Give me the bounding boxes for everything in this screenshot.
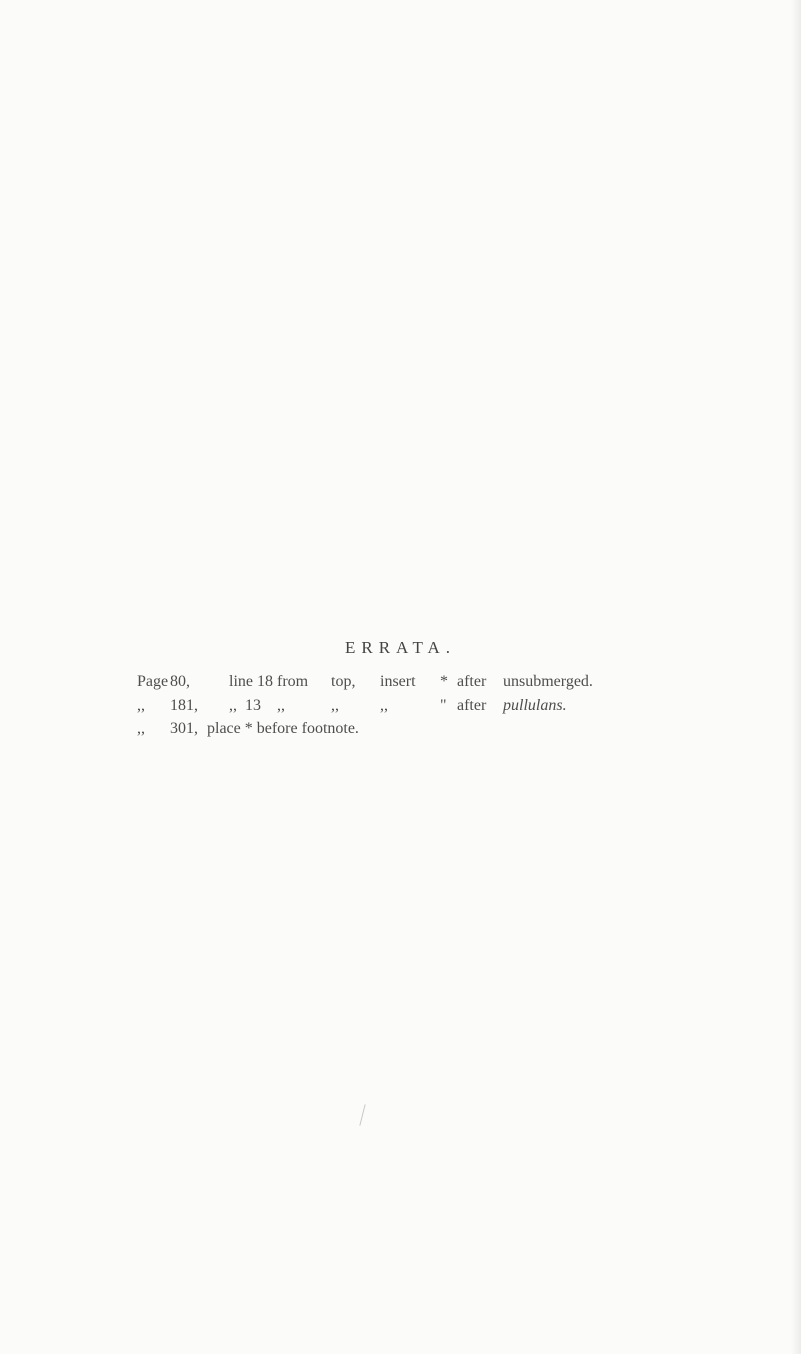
entry-label: ,,	[137, 720, 145, 737]
entry-word: unsubmerged.	[503, 673, 593, 690]
entry-insert: ,,	[380, 697, 388, 714]
entry-label: Page	[137, 673, 169, 690]
entry-line-word: ,, 13	[229, 697, 261, 714]
stray-mark	[359, 1104, 365, 1126]
page-edge-shadow	[791, 0, 801, 1354]
entry-star: *	[440, 673, 448, 690]
entry-after: after	[457, 697, 487, 714]
errata-heading: ERRATA.	[344, 638, 456, 657]
entry-line-word: line 18	[229, 673, 273, 690]
entry-star: "	[440, 697, 447, 714]
entry-page: 301,	[170, 720, 198, 737]
entry-text: place * before footnote.	[207, 720, 359, 737]
entry-label: ,,	[137, 697, 145, 714]
entry-page: 80,	[170, 673, 190, 690]
entry-after: after	[457, 673, 487, 690]
entry-from: ,,	[277, 697, 285, 714]
entry-top: ,,	[331, 697, 339, 714]
entry-word: pullulans.	[503, 697, 567, 714]
entry-top: top,	[331, 673, 356, 690]
entry-page: 181,	[170, 697, 198, 714]
entry-insert: insert	[380, 673, 416, 690]
entry-from: from	[277, 673, 309, 690]
